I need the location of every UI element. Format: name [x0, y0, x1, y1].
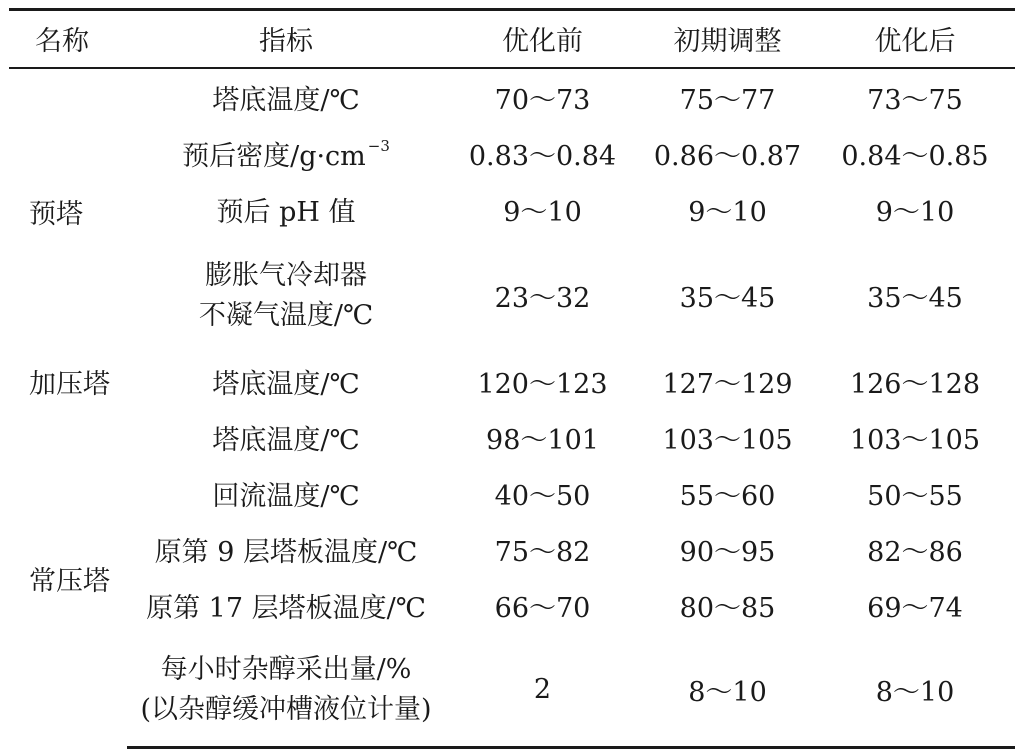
group-atmospheric-tower: 常压塔 [29, 566, 110, 597]
initial-cell: 8～10 [640, 634, 815, 748]
indicator-cell: 塔底温度/℃ [212, 84, 360, 116]
after-cell: 50～55 [867, 481, 963, 512]
table-row [9, 354, 1015, 410]
table-row [9, 410, 1015, 466]
after-cell: 69～74 [867, 593, 963, 624]
before-cell: 70～73 [494, 84, 591, 116]
header-initial: 初期调整 [640, 10, 815, 68]
before-cell: 2 [445, 634, 640, 748]
before-cell: 23～32 [494, 283, 591, 314]
initial-cell: 9～10 [688, 197, 767, 228]
initial-cell: 55～60 [679, 481, 776, 512]
before-cell: 98～101 [486, 425, 599, 456]
header-row [9, 10, 1015, 68]
table-row [9, 126, 1015, 182]
indicator-line: 每小时杂醇采出量/% [160, 653, 412, 685]
indicator-cell: 预后 pH 值 [216, 197, 356, 228]
table-row [9, 466, 1015, 522]
before-cell: 120～123 [477, 369, 608, 400]
indicator-text: 预后密度/g·cm [182, 141, 366, 172]
indicator-cell: 塔底温度/℃ [212, 369, 360, 400]
indicator-cell [127, 238, 445, 354]
header-name: 名称 [9, 10, 127, 68]
header-before: 优化前 [445, 10, 640, 68]
after-cell: 0.84～0.85 [841, 141, 989, 172]
table-row [9, 68, 1015, 126]
optimization-table [9, 8, 1015, 749]
after-cell: 9～10 [875, 197, 955, 228]
data-table-container [9, 8, 1015, 749]
header-indicator: 指标 [127, 10, 445, 68]
group-pre-tower: 预塔 [29, 198, 83, 230]
initial-cell: 35～45 [679, 283, 776, 314]
group-pressure-tower: 加压塔 [29, 369, 110, 400]
initial-cell: 90～95 [679, 537, 776, 568]
table-row [9, 522, 1015, 578]
table-row [9, 634, 1015, 748]
initial-cell: 80～85 [679, 593, 776, 624]
before-cell: 75～82 [494, 537, 591, 568]
indicator-cell: 原第 17 层塔板温度/℃ [146, 593, 426, 624]
initial-cell: 0.86～0.87 [653, 141, 802, 172]
after-cell: 82～86 [867, 537, 963, 568]
indicator-cell [127, 126, 445, 182]
indicator-cell [127, 634, 445, 748]
after-cell: 126～128 [849, 369, 981, 400]
after-cell: 103～105 [849, 425, 981, 456]
before-cell: 40～50 [494, 481, 591, 512]
after-cell: 8～10 [815, 634, 1015, 748]
initial-cell: 127～129 [662, 369, 793, 400]
table-row [9, 182, 1015, 238]
initial-cell: 75～77 [679, 84, 776, 116]
indicator-line: 不凝气温度/℃ [198, 299, 374, 331]
table-row [9, 238, 1015, 354]
initial-cell: 103～105 [662, 425, 793, 456]
indicator-cell: 塔底温度/℃ [212, 425, 360, 456]
before-cell: 9～10 [503, 197, 582, 228]
indicator-cell: 回流温度/℃ [212, 481, 360, 512]
indicator-superscript: −3 [367, 137, 390, 155]
indicator-cell: 原第 9 层塔板温度/℃ [154, 537, 418, 568]
indicator-line: 膨胀气冷却器 [205, 259, 367, 291]
indicator-line: (以杂醇缓冲槽液位计量) [140, 693, 432, 725]
after-cell: 73～75 [867, 84, 963, 116]
before-cell: 66～70 [494, 593, 591, 624]
before-cell: 0.83～0.84 [468, 141, 617, 172]
header-after: 优化后 [815, 10, 1015, 68]
after-cell: 35～45 [867, 283, 963, 314]
table-row [9, 578, 1015, 634]
